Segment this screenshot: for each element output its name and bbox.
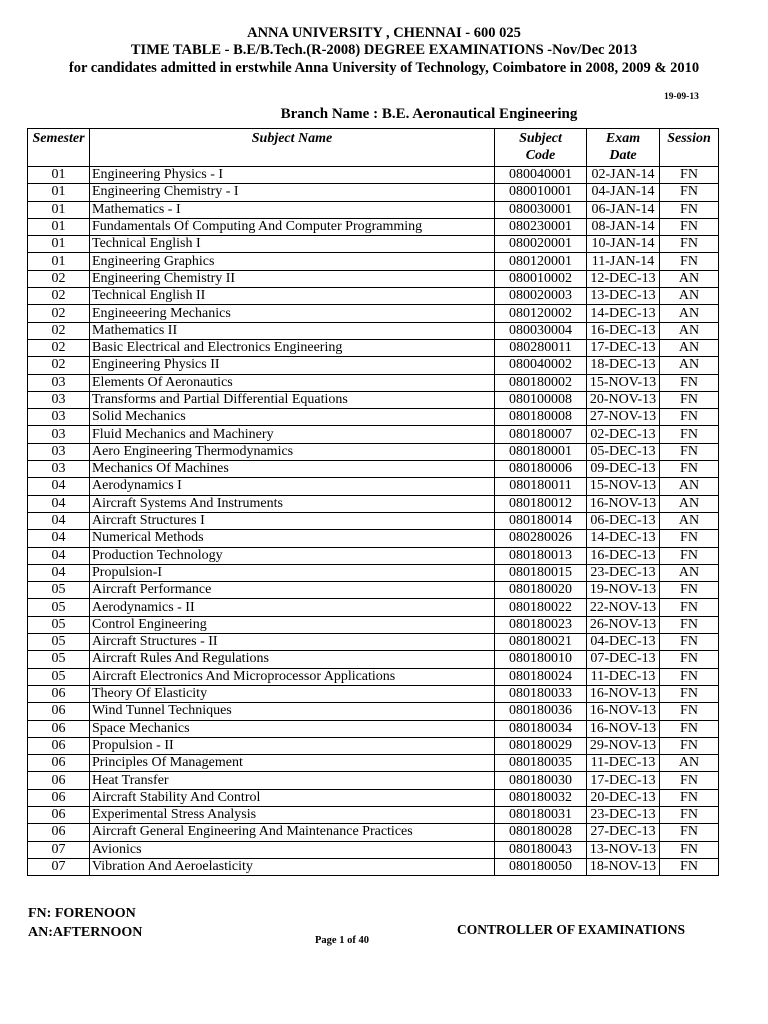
table-row bbox=[28, 772, 719, 789]
table-row bbox=[28, 253, 719, 270]
subject-name-cell: Fundamentals Of Computing And Computer Programming bbox=[90, 218, 495, 235]
candidates-note: for candidates admitted in erstwhile Anna University of Technology, Coimbatore in 2008, 2009 & 2010 bbox=[68, 60, 700, 76]
exam-date-cell: 11-DEC-13 bbox=[587, 755, 660, 772]
semester-cell: 03 bbox=[28, 461, 90, 478]
table-header-row bbox=[28, 129, 719, 167]
session-cell: FN bbox=[660, 253, 719, 270]
table-row bbox=[28, 737, 719, 754]
semester-cell: 06 bbox=[28, 685, 90, 702]
session-cell: FN bbox=[660, 374, 719, 391]
semester-cell: 06 bbox=[28, 755, 90, 772]
exam-date-cell: 13-NOV-13 bbox=[587, 841, 660, 858]
session-cell: FN bbox=[660, 201, 719, 218]
session-cell: AN bbox=[660, 322, 719, 339]
table-row bbox=[28, 858, 719, 875]
exam-date-cell: 26-NOV-13 bbox=[587, 616, 660, 633]
table-row bbox=[28, 668, 719, 685]
table-row bbox=[28, 651, 719, 668]
subject-name-cell: Engineering Chemistry - I bbox=[90, 184, 495, 201]
session-cell: FN bbox=[660, 547, 719, 564]
session-cell: FN bbox=[660, 616, 719, 633]
semester-cell: 01 bbox=[28, 218, 90, 235]
exam-date-cell: 16-NOV-13 bbox=[587, 703, 660, 720]
subject-name-cell: Engineering Graphics bbox=[90, 253, 495, 270]
subject-code-cell: 080180011 bbox=[495, 478, 587, 495]
subject-code-cell: 080180050 bbox=[495, 858, 587, 875]
subject-name-cell: Mathematics II bbox=[90, 322, 495, 339]
session-cell: FN bbox=[660, 668, 719, 685]
semester-cell: 03 bbox=[28, 426, 90, 443]
session-cell: FN bbox=[660, 806, 719, 823]
session-cell: AN bbox=[660, 478, 719, 495]
exam-date-cell: 02-JAN-14 bbox=[587, 167, 660, 184]
table-row bbox=[28, 391, 719, 408]
table-row bbox=[28, 824, 719, 841]
session-cell: FN bbox=[660, 218, 719, 235]
subject-name-cell: Aircraft Structures - II bbox=[90, 634, 495, 651]
fn-legend: FN: FORENOON bbox=[28, 906, 136, 921]
semester-cell: 06 bbox=[28, 720, 90, 737]
semester-cell: 01 bbox=[28, 201, 90, 218]
session-cell: FN bbox=[660, 703, 719, 720]
session-cell: FN bbox=[660, 841, 719, 858]
subject-name-cell: Experimental Stress Analysis bbox=[90, 806, 495, 823]
table-row bbox=[28, 167, 719, 184]
subject-code-cell: 080120002 bbox=[495, 305, 587, 322]
subject-code-cell: 080180028 bbox=[495, 824, 587, 841]
exam-date-cell: 16-NOV-13 bbox=[587, 685, 660, 702]
subject-name-cell: Wind Tunnel Techniques bbox=[90, 703, 495, 720]
exam-date-cell: 10-JAN-14 bbox=[587, 236, 660, 253]
semester-cell: 03 bbox=[28, 443, 90, 460]
session-cell: FN bbox=[660, 409, 719, 426]
session-cell: FN bbox=[660, 685, 719, 702]
subject-name-cell: Space Mechanics bbox=[90, 720, 495, 737]
subject-name-cell: Mechanics Of Machines bbox=[90, 461, 495, 478]
exam-date-cell: 22-NOV-13 bbox=[587, 599, 660, 616]
exam-date-cell: 20-NOV-13 bbox=[587, 391, 660, 408]
exam-date-cell: 04-JAN-14 bbox=[587, 184, 660, 201]
semester-cell: 03 bbox=[28, 374, 90, 391]
subject-code-cell: 080180006 bbox=[495, 461, 587, 478]
column-header-semester: Semester bbox=[28, 129, 90, 167]
subject-name-cell: Engineering Chemistry II bbox=[90, 270, 495, 287]
subject-code-cell: 080180008 bbox=[495, 409, 587, 426]
subject-name-cell: Engineering Physics - I bbox=[90, 167, 495, 184]
subject-name-cell: Aircraft Rules And Regulations bbox=[90, 651, 495, 668]
branch-name: Branch Name : B.E. Aeronautical Engineering bbox=[280, 106, 578, 122]
session-cell: AN bbox=[660, 357, 719, 374]
subject-code-cell: 080180020 bbox=[495, 582, 587, 599]
table-row bbox=[28, 703, 719, 720]
table-row bbox=[28, 322, 719, 339]
subject-name-cell: Aircraft General Engineering And Maintenance Practices bbox=[90, 824, 495, 841]
subject-code-cell: 080180013 bbox=[495, 547, 587, 564]
subject-code-cell: 080180029 bbox=[495, 737, 587, 754]
subject-code-cell: 080180007 bbox=[495, 426, 587, 443]
subject-name-cell: Solid Mechanics bbox=[90, 409, 495, 426]
table-row bbox=[28, 184, 719, 201]
exam-date-cell: 11-DEC-13 bbox=[587, 668, 660, 685]
subject-code-cell: 080180023 bbox=[495, 616, 587, 633]
subject-code-cell: 080100008 bbox=[495, 391, 587, 408]
column-header-subject-code: Subject Code bbox=[495, 129, 587, 167]
subject-name-cell: Fluid Mechanics and Machinery bbox=[90, 426, 495, 443]
subject-name-cell: Basic Electrical and Electronics Engineering bbox=[90, 339, 495, 356]
exam-date-cell: 09-DEC-13 bbox=[587, 461, 660, 478]
session-cell: AN bbox=[660, 288, 719, 305]
subject-name-cell: Propulsion - II bbox=[90, 737, 495, 754]
subject-code-cell: 080180030 bbox=[495, 772, 587, 789]
table-row bbox=[28, 461, 719, 478]
subject-name-cell: Theory Of Elasticity bbox=[90, 685, 495, 702]
session-cell: FN bbox=[660, 582, 719, 599]
session-cell: AN bbox=[660, 305, 719, 322]
semester-cell: 06 bbox=[28, 824, 90, 841]
subject-name-cell: Transforms and Partial Differential Equations bbox=[90, 391, 495, 408]
table-row bbox=[28, 357, 719, 374]
semester-cell: 02 bbox=[28, 339, 90, 356]
session-cell: FN bbox=[660, 651, 719, 668]
subject-code-cell: 080180021 bbox=[495, 634, 587, 651]
subject-code-cell: 080020003 bbox=[495, 288, 587, 305]
exam-date-cell: 06-JAN-14 bbox=[587, 201, 660, 218]
session-cell: AN bbox=[660, 339, 719, 356]
semester-cell: 02 bbox=[28, 270, 90, 287]
subject-name-cell: Aerodynamics I bbox=[90, 478, 495, 495]
subject-code-cell: 080180002 bbox=[495, 374, 587, 391]
table-row bbox=[28, 201, 719, 218]
semester-cell: 04 bbox=[28, 512, 90, 529]
subject-code-cell: 080030001 bbox=[495, 201, 587, 218]
table-row bbox=[28, 495, 719, 512]
semester-cell: 05 bbox=[28, 651, 90, 668]
semester-cell: 05 bbox=[28, 599, 90, 616]
exam-date-cell: 17-DEC-13 bbox=[587, 772, 660, 789]
subject-code-cell: 080180024 bbox=[495, 668, 587, 685]
session-cell: FN bbox=[660, 824, 719, 841]
session-cell: FN bbox=[660, 184, 719, 201]
semester-cell: 06 bbox=[28, 772, 90, 789]
semester-cell: 02 bbox=[28, 305, 90, 322]
session-cell: FN bbox=[660, 461, 719, 478]
table-row bbox=[28, 270, 719, 287]
session-cell: FN bbox=[660, 720, 719, 737]
exam-date-cell: 15-NOV-13 bbox=[587, 478, 660, 495]
exam-date-cell: 27-NOV-13 bbox=[587, 409, 660, 426]
semester-cell: 04 bbox=[28, 564, 90, 581]
subject-name-cell: Aircraft Structures I bbox=[90, 512, 495, 529]
table-row bbox=[28, 478, 719, 495]
semester-cell: 04 bbox=[28, 495, 90, 512]
semester-cell: 06 bbox=[28, 703, 90, 720]
subject-code-cell: 080180043 bbox=[495, 841, 587, 858]
page-number: Page 1 of 40 bbox=[315, 935, 369, 946]
exam-date-cell: 14-DEC-13 bbox=[587, 530, 660, 547]
subject-code-cell: 080040001 bbox=[495, 167, 587, 184]
subject-code-cell: 080180035 bbox=[495, 755, 587, 772]
column-header-session: Session bbox=[660, 129, 719, 167]
table-row bbox=[28, 236, 719, 253]
semester-cell: 01 bbox=[28, 167, 90, 184]
column-header-exam-date: Exam Date bbox=[587, 129, 660, 167]
session-cell: FN bbox=[660, 772, 719, 789]
exam-date-cell: 04-DEC-13 bbox=[587, 634, 660, 651]
table-row bbox=[28, 443, 719, 460]
subject-code-cell: 080040002 bbox=[495, 357, 587, 374]
exam-date-cell: 29-NOV-13 bbox=[587, 737, 660, 754]
exam-timetable bbox=[27, 128, 719, 876]
subject-name-cell: Aircraft Performance bbox=[90, 582, 495, 599]
subject-code-cell: 080180012 bbox=[495, 495, 587, 512]
subject-code-cell: 080280011 bbox=[495, 339, 587, 356]
session-cell: FN bbox=[660, 789, 719, 806]
table-row bbox=[28, 616, 719, 633]
subject-code-cell: 080180022 bbox=[495, 599, 587, 616]
semester-cell: 06 bbox=[28, 806, 90, 823]
subject-name-cell: Control Engineering bbox=[90, 616, 495, 633]
subject-code-cell: 080180031 bbox=[495, 806, 587, 823]
table-row bbox=[28, 634, 719, 651]
table-row bbox=[28, 530, 719, 547]
subject-code-cell: 080180010 bbox=[495, 651, 587, 668]
session-cell: FN bbox=[660, 236, 719, 253]
table-row bbox=[28, 789, 719, 806]
subject-name-cell: Engineeering Mechanics bbox=[90, 305, 495, 322]
table-row bbox=[28, 582, 719, 599]
exam-date-cell: 27-DEC-13 bbox=[587, 824, 660, 841]
timetable-title: TIME TABLE - B.E/B.Tech.(R-2008) DEGREE EXAMINATIONS -Nov/Dec 2013 bbox=[130, 42, 638, 58]
exam-date-cell: 16-DEC-13 bbox=[587, 547, 660, 564]
semester-cell: 04 bbox=[28, 547, 90, 564]
subject-code-cell: 080230001 bbox=[495, 218, 587, 235]
session-cell: FN bbox=[660, 167, 719, 184]
exam-date-cell: 23-DEC-13 bbox=[587, 806, 660, 823]
semester-cell: 01 bbox=[28, 236, 90, 253]
subject-code-cell: 080010002 bbox=[495, 270, 587, 287]
session-cell: AN bbox=[660, 270, 719, 287]
semester-cell: 03 bbox=[28, 391, 90, 408]
exam-date-cell: 05-DEC-13 bbox=[587, 443, 660, 460]
exam-date-cell: 18-DEC-13 bbox=[587, 357, 660, 374]
exam-date-cell: 16-NOV-13 bbox=[587, 495, 660, 512]
subject-code-cell: 080180032 bbox=[495, 789, 587, 806]
column-header-subject-name: Subject Name bbox=[90, 129, 495, 167]
subject-name-cell: Numerical Methods bbox=[90, 530, 495, 547]
semester-cell: 07 bbox=[28, 841, 90, 858]
exam-date-cell: 19-NOV-13 bbox=[587, 582, 660, 599]
subject-name-cell: Technical English I bbox=[90, 236, 495, 253]
exam-date-cell: 15-NOV-13 bbox=[587, 374, 660, 391]
subject-name-cell: Propulsion-I bbox=[90, 564, 495, 581]
subject-code-cell: 080280026 bbox=[495, 530, 587, 547]
session-cell: AN bbox=[660, 512, 719, 529]
table-row bbox=[28, 685, 719, 702]
exam-date-cell: 11-JAN-14 bbox=[587, 253, 660, 270]
session-cell: FN bbox=[660, 391, 719, 408]
exam-date-cell: 18-NOV-13 bbox=[587, 858, 660, 875]
subject-code-cell: 080010001 bbox=[495, 184, 587, 201]
table-row bbox=[28, 806, 719, 823]
exam-date-cell: 13-DEC-13 bbox=[587, 288, 660, 305]
subject-name-cell: Aircraft Stability And Control bbox=[90, 789, 495, 806]
subject-code-cell: 080180014 bbox=[495, 512, 587, 529]
subject-code-cell: 080030004 bbox=[495, 322, 587, 339]
subject-name-cell: Engineering Physics II bbox=[90, 357, 495, 374]
table-row bbox=[28, 409, 719, 426]
semester-cell: 05 bbox=[28, 582, 90, 599]
table-row bbox=[28, 218, 719, 235]
table-row bbox=[28, 755, 719, 772]
semester-cell: 02 bbox=[28, 322, 90, 339]
table-row bbox=[28, 374, 719, 391]
session-cell: FN bbox=[660, 530, 719, 547]
exam-date-cell: 07-DEC-13 bbox=[587, 651, 660, 668]
semester-cell: 05 bbox=[28, 634, 90, 651]
subject-name-cell: Principles Of Management bbox=[90, 755, 495, 772]
subject-name-cell: Vibration And Aeroelasticity bbox=[90, 858, 495, 875]
exam-date-cell: 17-DEC-13 bbox=[587, 339, 660, 356]
exam-date-cell: 06-DEC-13 bbox=[587, 512, 660, 529]
session-cell: FN bbox=[660, 443, 719, 460]
session-cell: FN bbox=[660, 634, 719, 651]
table-row bbox=[28, 512, 719, 529]
subject-name-cell: Technical English II bbox=[90, 288, 495, 305]
session-cell: FN bbox=[660, 426, 719, 443]
subject-name-cell: Avionics bbox=[90, 841, 495, 858]
semester-cell: 01 bbox=[28, 253, 90, 270]
an-legend: AN:AFTERNOON bbox=[28, 925, 143, 940]
subject-name-cell: Elements Of Aeronautics bbox=[90, 374, 495, 391]
subject-name-cell: Aircraft Systems And Instruments bbox=[90, 495, 495, 512]
semester-cell: 02 bbox=[28, 288, 90, 305]
exam-date-cell: 14-DEC-13 bbox=[587, 305, 660, 322]
session-cell: AN bbox=[660, 495, 719, 512]
exam-date-cell: 16-NOV-13 bbox=[587, 720, 660, 737]
subject-name-cell: Aerodynamics - II bbox=[90, 599, 495, 616]
subject-code-cell: 080180015 bbox=[495, 564, 587, 581]
subject-name-cell: Heat Transfer bbox=[90, 772, 495, 789]
controller-signature: CONTROLLER OF EXAMINATIONS bbox=[457, 922, 686, 937]
exam-date-cell: 16-DEC-13 bbox=[587, 322, 660, 339]
session-cell: AN bbox=[660, 755, 719, 772]
semester-cell: 06 bbox=[28, 737, 90, 754]
subject-code-cell: 080180036 bbox=[495, 703, 587, 720]
exam-date-cell: 20-DEC-13 bbox=[587, 789, 660, 806]
table-row bbox=[28, 426, 719, 443]
semester-cell: 04 bbox=[28, 478, 90, 495]
session-cell: FN bbox=[660, 858, 719, 875]
semester-cell: 07 bbox=[28, 858, 90, 875]
table-row bbox=[28, 599, 719, 616]
subject-name-cell: Aero Engineering Thermodynamics bbox=[90, 443, 495, 460]
exam-date-cell: 02-DEC-13 bbox=[587, 426, 660, 443]
table-row bbox=[28, 720, 719, 737]
subject-code-cell: 080180033 bbox=[495, 685, 587, 702]
subject-code-cell: 080180001 bbox=[495, 443, 587, 460]
exam-date-cell: 23-DEC-13 bbox=[587, 564, 660, 581]
table-row bbox=[28, 339, 719, 356]
table-row bbox=[28, 564, 719, 581]
semester-cell: 06 bbox=[28, 789, 90, 806]
subject-name-cell: Aircraft Electronics And Microprocessor Applications bbox=[90, 668, 495, 685]
semester-cell: 02 bbox=[28, 357, 90, 374]
exam-date-cell: 08-JAN-14 bbox=[587, 218, 660, 235]
table-row bbox=[28, 547, 719, 564]
semester-cell: 03 bbox=[28, 409, 90, 426]
semester-cell: 01 bbox=[28, 184, 90, 201]
subject-code-cell: 080120001 bbox=[495, 253, 587, 270]
subject-name-cell: Production Technology bbox=[90, 547, 495, 564]
semester-cell: 05 bbox=[28, 668, 90, 685]
session-cell: FN bbox=[660, 599, 719, 616]
subject-code-cell: 080180034 bbox=[495, 720, 587, 737]
session-cell: FN bbox=[660, 737, 719, 754]
semester-cell: 04 bbox=[28, 530, 90, 547]
exam-date-cell: 12-DEC-13 bbox=[587, 270, 660, 287]
semester-cell: 05 bbox=[28, 616, 90, 633]
university-title: ANNA UNIVERSITY , CHENNAI - 600 025 bbox=[247, 25, 521, 41]
table-row bbox=[28, 288, 719, 305]
session-cell: AN bbox=[660, 564, 719, 581]
subject-name-cell: Mathematics - I bbox=[90, 201, 495, 218]
issue-date: 19-09-13 bbox=[664, 92, 699, 102]
subject-code-cell: 080020001 bbox=[495, 236, 587, 253]
table-row bbox=[28, 841, 719, 858]
table-row bbox=[28, 305, 719, 322]
